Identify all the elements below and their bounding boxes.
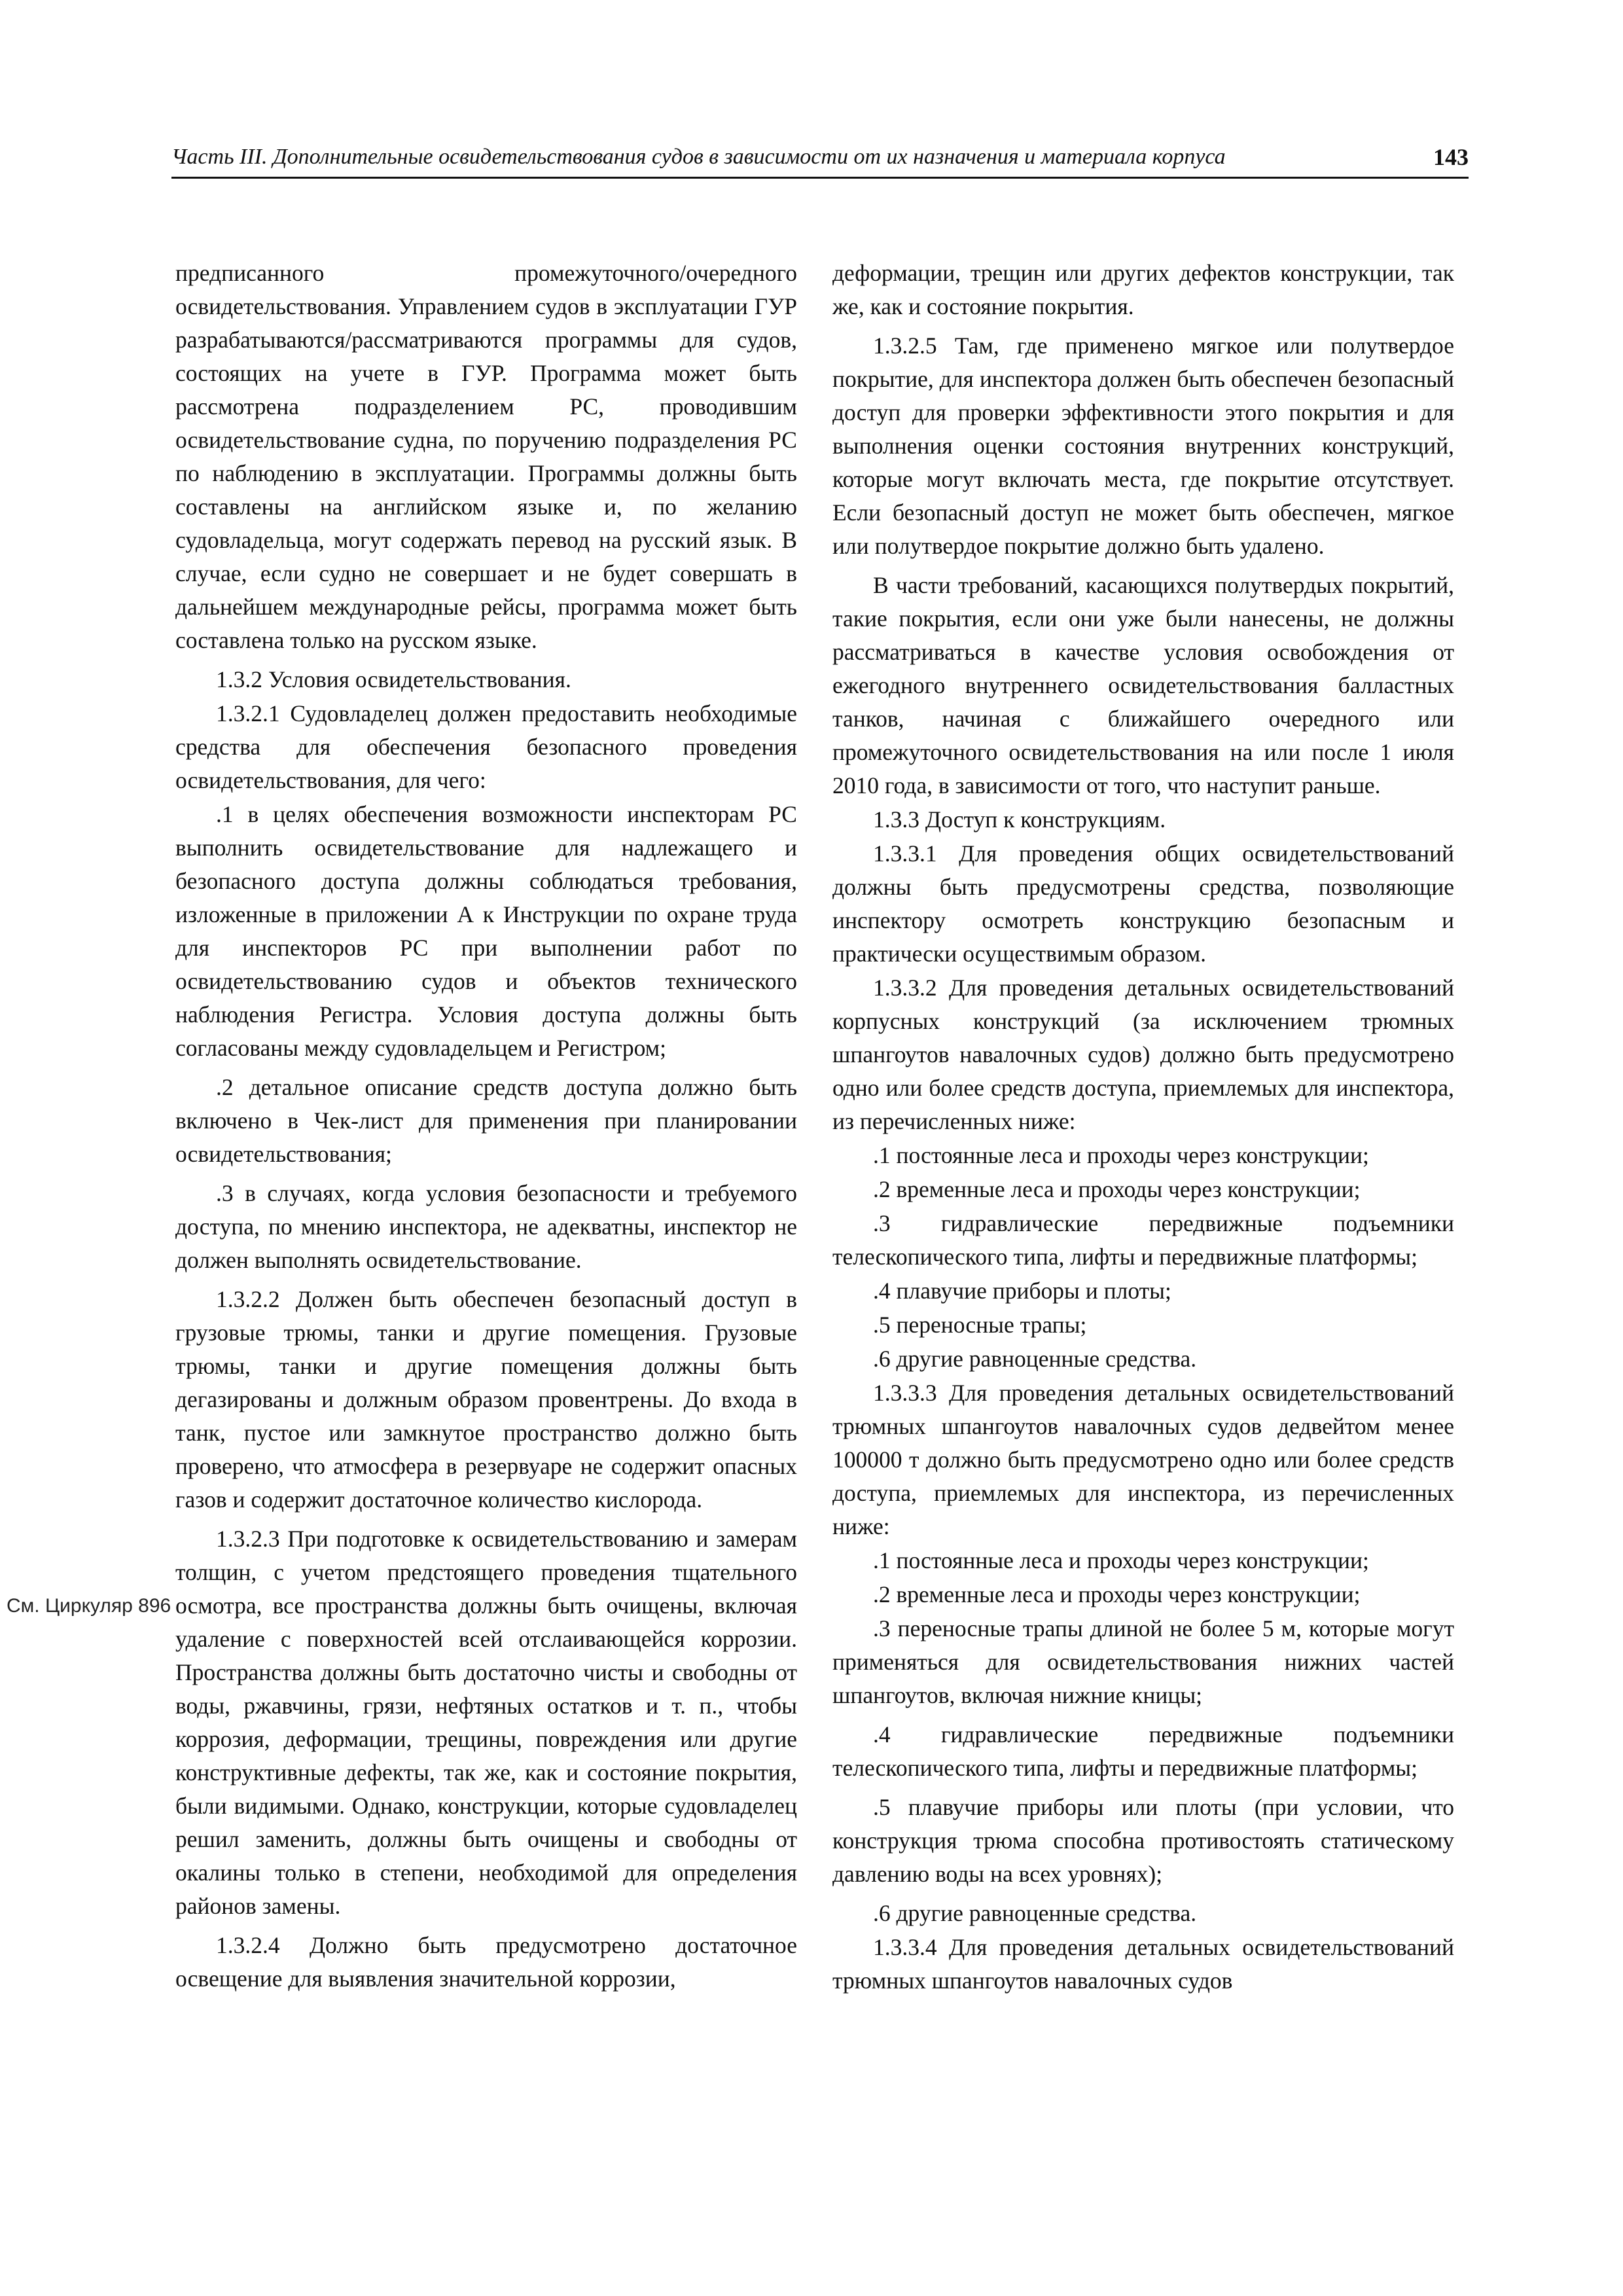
page-number: 143 — [1433, 144, 1469, 170]
clause-number: 1.3.2 — [216, 666, 262, 692]
paragraph-text: Там, где применено мягкое или полутвердое покрытие, для инспектора должен быть обеспечен безопасный доступ для проверки эффективности этого покрытия и для выполнения оценки состояния внутренних конструкций, которые могут включать места, где покрытие отсутствует. Если безопасный доступ не может быть обеспечен, мягкое или полутвердое покрытие должно быть удалено. — [832, 332, 1454, 559]
list-marker: .6 — [873, 1900, 891, 1926]
clause-number: 1.3.2.3 — [216, 1526, 280, 1552]
list-marker: .2 — [873, 1176, 891, 1202]
paragraph — [832, 1376, 1454, 1543]
list-item-text: переносные трапы длиной не более 5 м, которые могут применяться для освидетельствования нижних частей шпангоутов, включая нижние кницы; — [832, 1615, 1454, 1708]
list-marker: .5 — [873, 1794, 891, 1820]
paragraph-text: Должен быть обеспечен безопасный доступ в грузовые трюмы, танки и другие помещения. Грузовые трюмы, танки и другие помещения должны быть дегазированы и должным образом провентрены. До входа в танк, пустое или замкнутое пространство должно быть проверено, что атмосфера в резервуаре не содержит опасных газов и содержит достаточное количество кислорода. — [175, 1286, 797, 1513]
running-header-title: Часть III. Дополнительные освидетельствования судов в зависимости от их назначения и материала корпуса — [171, 145, 1226, 169]
list-item — [832, 1274, 1454, 1308]
list-item — [832, 1791, 1454, 1891]
margin-note: См. Циркуляр 896 — [7, 1595, 171, 1617]
paragraph — [175, 1522, 797, 1923]
header-rule — [171, 177, 1469, 179]
paragraph — [175, 1283, 797, 1516]
list-item-text: в случаях, когда условия безопасности и требуемого доступа, по мнению инспектора, не адекватны, инспектор не должен выполнять освидетельствование. — [175, 1180, 797, 1273]
list-marker: .3 — [873, 1210, 891, 1236]
clause-number: 1.3.2.1 — [216, 700, 280, 726]
list-item — [832, 1173, 1454, 1206]
list-marker: .4 — [873, 1278, 891, 1304]
list-item-text: гидравлические передвижные подъемники телескопического типа, лифты и передвижные платформы; — [832, 1210, 1455, 1270]
list-item — [832, 1578, 1454, 1611]
list-marker: .6 — [873, 1346, 891, 1372]
paragraph-text: Для проведения общих освидетельствований должны быть предусмотрены средства, позволяющие инспектору осмотреть конструкцию безопасным и практически осуществимым образом. — [832, 840, 1454, 967]
list-item — [832, 1342, 1454, 1376]
clause-number: 1.3.3.3 — [873, 1380, 937, 1406]
paragraph — [832, 971, 1454, 1138]
list-marker: .2 — [216, 1074, 234, 1100]
paragraph-text: При подготовке к освидетельствованию и замерам толщин, с учетом предстоящего проведения тщательного осмотра, все пространства должны быть очищены, включая удаление с поверхностей всей отслаивающейся коррозии. Пространства должны быть достаточно чисты и свободны от воды, ржавчины, грязи, нефтяных остатков и т. п., чтобы коррозия, деформации, трещины, повреждения или другие конструктивные дефекты, так же, как и состояние покрытия, были видимыми. Однако, конструкции, которые судовладелец решил заменить, должны быть очищены и свободны от окалины только в степени, необходимой для определения районов замены. — [175, 1526, 798, 1919]
list-item-text: другие равноценные средства. — [896, 1346, 1197, 1372]
clause-number: 1.3.3 — [873, 806, 919, 833]
running-header — [171, 143, 1469, 171]
paragraph-text: Для проведения детальных освидетельствований корпусных конструкций (за исключением трюмных шпангоутов навалочных судов) должно быть предусмотрено одно или более средств доступа, приемлемых для инспектора, из перечисленных ниже: — [832, 975, 1454, 1134]
clause-number: 1.3.3.4 — [873, 1934, 937, 1960]
paragraph — [175, 697, 797, 797]
paragraph — [175, 1929, 797, 1996]
list-item-text: плавучие приборы и плоты; — [896, 1278, 1171, 1304]
paragraph — [832, 257, 1454, 323]
list-item — [832, 1544, 1454, 1577]
clause-number: 1.3.3.2 — [873, 975, 937, 1001]
list-item — [832, 1612, 1454, 1712]
list-item-text: постоянные леса и проходы через конструкции; — [896, 1547, 1369, 1573]
paragraph-text: предписанного промежуточного/очередного освидетельствования. Управлением судов в эксплуатации ГУР разрабатываются/рассматриваются программы для судов, состоящих на учете в ГУР. Программа может быть рассмотрена подразделением РС, проводившим освидетельствование судна, по поручению подразделения РС по наблюдению в эксплуатации. Программы должны быть составлены на английском языке и, по желанию судовладельца, могут содержать перевод на русский язык. В случае, если судно не совершает и не будет совершать в дальнейшем международные рейсы, программа может быть составлена только на русском языке. — [175, 260, 797, 653]
list-item-text: гидравлические передвижные подъемники телескопического типа, лифты и передвижные платформы; — [832, 1721, 1455, 1781]
list-marker: .1 — [873, 1547, 891, 1573]
list-marker: .4 — [873, 1721, 891, 1748]
list-item-text: переносные трапы; — [896, 1312, 1087, 1338]
list-marker: .1 — [873, 1142, 891, 1168]
section-heading-text: Условия освидетельствования. — [268, 666, 571, 692]
paragraph — [832, 569, 1454, 802]
paragraph-text: Для проведения детальных освидетельствований трюмных шпангоутов навалочных судов — [832, 1934, 1454, 1994]
right-column — [832, 257, 1454, 1998]
paragraph-text: Судовладелец должен предоставить необходимые средства для обеспечения безопасного проведения освидетельствования, для чего: — [175, 700, 797, 793]
list-item-text: временные леса и проходы через конструкции; — [896, 1176, 1361, 1202]
clause-number: 1.3.3.1 — [873, 840, 937, 867]
list-item — [832, 1207, 1454, 1274]
clause-number: 1.3.2.5 — [873, 332, 937, 359]
list-item — [175, 798, 797, 1065]
list-item-text: детальное описание средств доступа должно быть включено в Чек-лист для применения при планировании освидетельствования; — [175, 1074, 798, 1167]
list-marker: .2 — [873, 1581, 891, 1607]
list-item — [175, 1071, 797, 1171]
section-heading — [832, 803, 1454, 836]
paragraph-text: Для проведения детальных освидетельствований трюмных шпангоутов навалочных судов дедвейтом менее 100000 т должно быть предусмотрено одно или более средств доступа, приемлемых для инспектора, из перечисленных ниже: — [832, 1380, 1454, 1539]
list-item-text: временные леса и проходы через конструкции; — [896, 1581, 1361, 1607]
list-item — [832, 1139, 1454, 1172]
paragraph — [832, 837, 1454, 971]
list-item — [832, 1718, 1454, 1785]
section-heading — [175, 663, 797, 696]
list-marker: .1 — [216, 801, 234, 827]
paragraph — [832, 1931, 1454, 1998]
left-column — [175, 257, 797, 1996]
list-item — [832, 1897, 1454, 1930]
paragraph-text: деформации, трещин или других дефектов конструкции, так же, как и состояние покрытия. — [832, 260, 1454, 319]
list-item-text: в целях обеспечения возможности инспекторам РС выполнить освидетельствование для надлежащего и безопасного доступа должны соблюдаться требования, изложенные в приложении А к Инструкции по охране труда для инспекторов РС при выполнении работ по освидетельствованию судов и объектов технического наблюдения Регистра. Условия доступа должны быть согласованы между судовладельцем и Регистром; — [175, 801, 797, 1061]
list-item — [175, 1177, 797, 1277]
paragraph-text: В части требований, касающихся полутвердых покрытий, такие покрытия, если они уже были нанесены, не должны рассматриваться в качестве условия освобождения от ежегодного внутреннего освидетельствования балластных танков, начиная с ближайшего очередного или промежуточного освидетельствования на или после 1 июля 2010 года, в зависимости от того, что наступит раньше. — [832, 572, 1454, 798]
clause-number: 1.3.2.2 — [216, 1286, 280, 1312]
section-heading-text: Доступ к конструкциям. — [925, 806, 1166, 833]
paragraph — [175, 257, 797, 657]
list-item — [832, 1308, 1454, 1342]
list-marker: .3 — [216, 1180, 234, 1206]
list-marker: .3 — [873, 1615, 891, 1641]
paragraph-text: Должно быть предусмотрено достаточное освещение для выявления значительной коррозии, — [175, 1932, 797, 1992]
list-item-text: плавучие приборы или плоты (при условии, что конструкция трюма способна противостоять статическому давлению воды на всех уровнях); — [832, 1794, 1455, 1887]
paragraph — [832, 329, 1454, 563]
list-item-text: постоянные леса и проходы через конструкции; — [896, 1142, 1369, 1168]
list-marker: .5 — [873, 1312, 891, 1338]
list-item-text: другие равноценные средства. — [896, 1900, 1197, 1926]
clause-number: 1.3.2.4 — [216, 1932, 280, 1958]
